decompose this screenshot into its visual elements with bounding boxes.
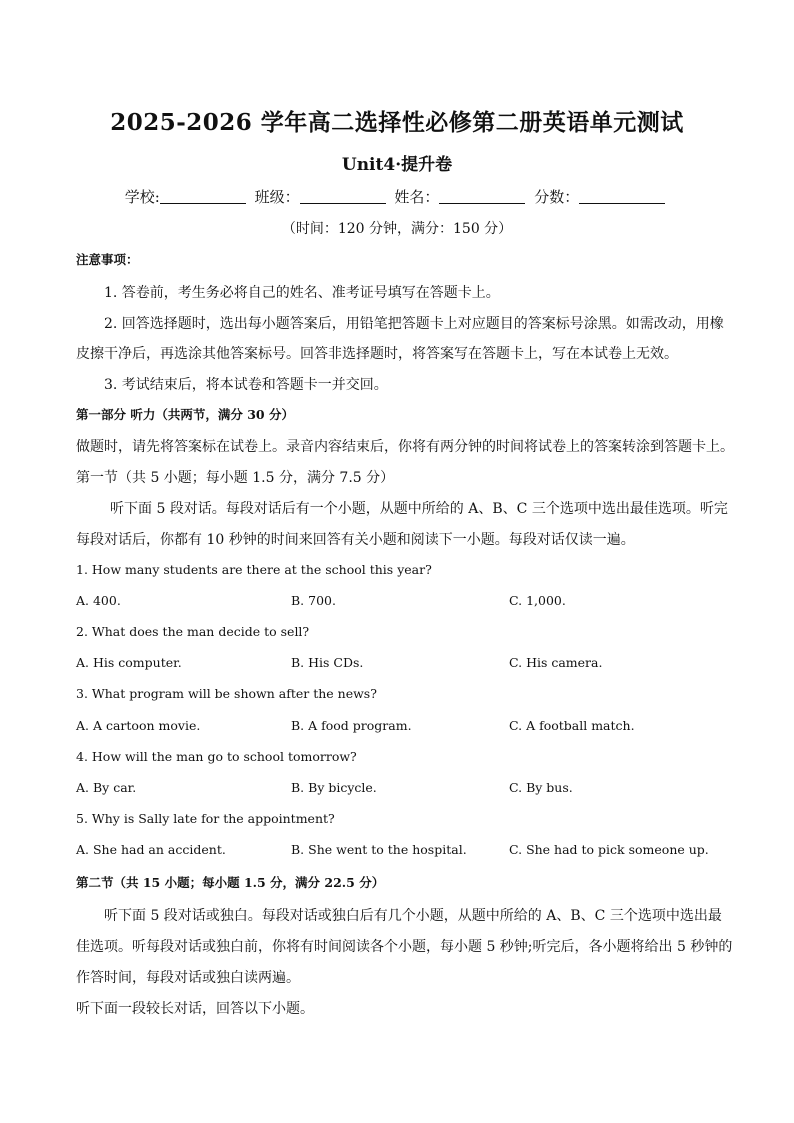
question-2: 2. What does the man decide to sell? [76, 624, 310, 639]
question-3: 3. What program will be shown after the news? [76, 686, 377, 701]
question-2-option-a[interactable]: A. His computer. [76, 655, 182, 670]
part1-instruction: 做题时，请先将答案标在试卷上。录音内容结束后，你将有两分钟的时间将试卷上的答案转涂到答题卡上。 [76, 439, 734, 455]
time-note: （时间：120 分钟，满分：150 分） [281, 221, 513, 237]
question-4-option-c[interactable]: C. By bus. [509, 780, 573, 795]
score-blank[interactable] [579, 189, 665, 204]
question-4-option-a[interactable]: A. By car. [76, 780, 137, 795]
question-1-option-a[interactable]: A. 400. [76, 593, 121, 608]
name-blank[interactable] [439, 189, 525, 204]
question-3-option-a[interactable]: A. A cartoon movie. [76, 718, 201, 733]
question-1-option-c[interactable]: C. 1,000. [509, 593, 566, 608]
question-3-option-c[interactable]: C. A football match. [509, 718, 635, 733]
question-5-option-a[interactable]: A. She had an accident. [76, 842, 226, 857]
question-4-option-b[interactable]: B. By bicycle. [291, 780, 377, 795]
section2-lead: 听下面一段较长对话，回答以下小题。 [76, 1001, 314, 1017]
school-label: 学校: [124, 188, 160, 206]
name-label: 姓名： [394, 188, 440, 206]
class-blank[interactable] [300, 189, 386, 204]
section1-instruction-1: 听下面 5 段对话。每段对话后有一个小题，从题中所给的 A、B、C 三个选项中选出最佳选项。听完 [110, 501, 728, 517]
section2-heading: 第二节（共 15 小题；每小题 1.5 分，满分 22.5 分） [76, 875, 385, 890]
question-3-option-b[interactable]: B. A food program. [291, 718, 412, 733]
question-5: 5. Why is Sally late for the appointment? [76, 811, 335, 826]
question-1: 1. How many students are there at the school this year? [76, 562, 432, 577]
question-5-option-b[interactable]: B. She went to the hospital. [291, 842, 467, 857]
question-1-option-b[interactable]: B. 700. [291, 593, 336, 608]
section1-instruction-2: 每段对话后，你都有 10 秒钟的时间来回答有关小题和阅读下一小题。每段对话仅读一遍。 [76, 532, 635, 548]
notice-item-2-cont: 皮擦干净后，再选涂其他答案标号。回答非选择题时，将答案写在答题卡上，写在本试卷上无效。 [76, 346, 678, 362]
score-label: 分数： [534, 188, 580, 206]
question-2-option-b[interactable]: B. His CDs. [291, 655, 364, 670]
section2-instruction-3: 作答时间，每段对话或独白读两遍。 [76, 970, 300, 986]
section2-instruction-1: 听下面 5 段对话或独白。每段对话或独白后有几个小题，从题中所给的 A、B、C 三个选项中选出最 [104, 908, 722, 924]
question-4: 4. How will the man go to school tomorrow? [76, 749, 357, 764]
part1-heading: 第一部分 听力（共两节，满分 30 分） [76, 407, 294, 422]
class-label: 班级： [254, 188, 300, 206]
school-blank[interactable] [160, 189, 246, 204]
notice-heading: 注意事项： [76, 252, 139, 267]
notice-item-1: 1. 答卷前，考生务必将自己的姓名、准考证号填写在答题卡上。 [104, 285, 500, 301]
page-subtitle: Unit4·提升卷 [341, 155, 453, 175]
student-info-row [0, 186, 794, 207]
notice-item-2: 2. 回答选择题时，选出每小题答案后，用铅笔把答题卡上对应题目的答案标号涂黑。如需改动，用橡 [104, 316, 724, 332]
question-5-option-c[interactable]: C. She had to pick someone up. [509, 842, 709, 857]
section1-heading: 第一节（共 5 小题；每小题 1.5 分，满分 7.5 分） [76, 470, 395, 486]
notice-item-3: 3. 考试结束后，将本试卷和答题卡一并交回。 [104, 377, 388, 393]
section2-instruction-2: 佳选项。听每段对话或独白前，你将有时间阅读各个小题，每小题 5 秒钟;听完后，各小题将给出 5 秒钟的 [76, 939, 733, 955]
page-title: 2025-2026 学年高二选择性必修第二册英语单元测试 [110, 109, 684, 136]
question-2-option-c[interactable]: C. His camera. [509, 655, 603, 670]
